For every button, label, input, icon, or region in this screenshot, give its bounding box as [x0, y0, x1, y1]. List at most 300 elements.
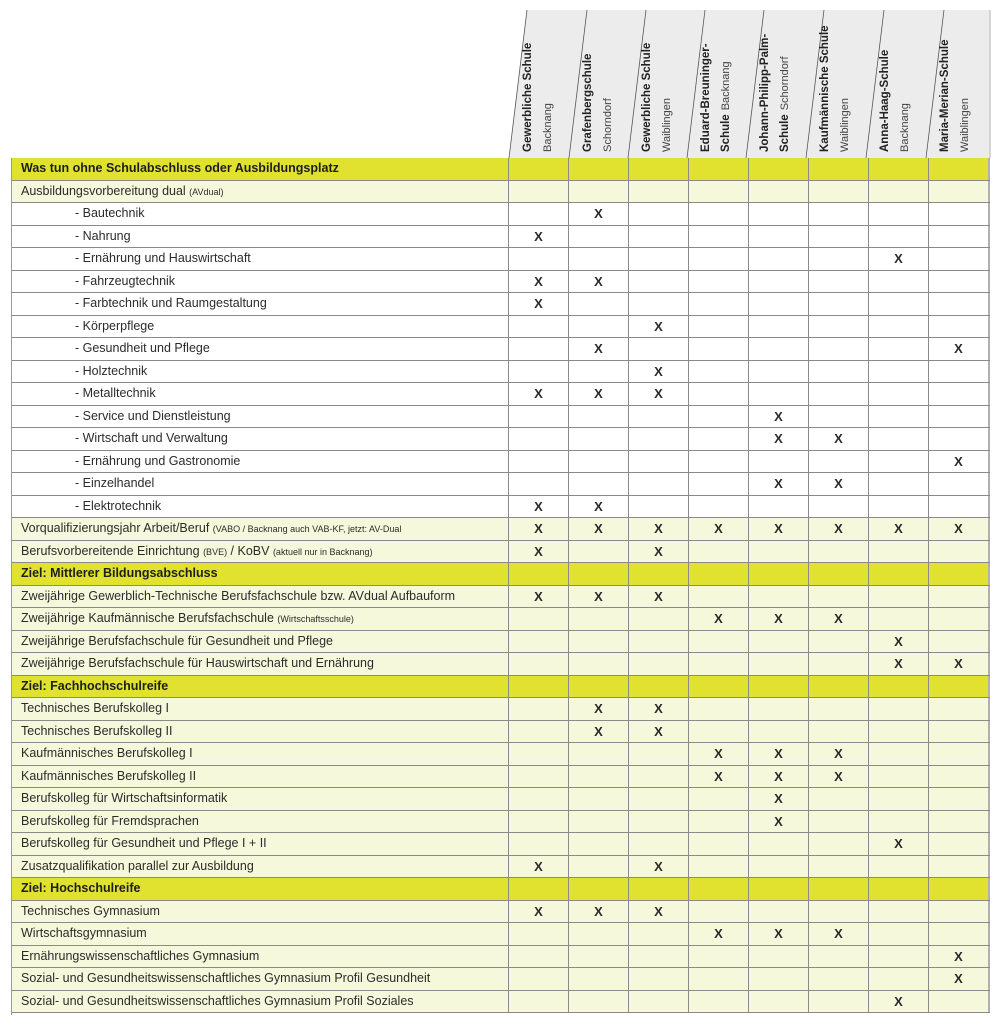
table-row	[11, 968, 990, 991]
table-row	[11, 541, 990, 564]
program-label	[11, 653, 509, 675]
offered-mark: X	[654, 588, 663, 604]
program-label	[11, 631, 509, 653]
availability-cell	[509, 271, 569, 293]
program-label	[11, 991, 509, 1013]
offered-mark: X	[774, 746, 783, 761]
table-row	[11, 406, 990, 429]
availability-cell	[869, 158, 929, 180]
table-row	[11, 226, 990, 249]
availability-cell	[509, 901, 569, 923]
program-label	[11, 248, 509, 270]
section-header-row	[11, 158, 990, 181]
availability-cell	[809, 473, 869, 495]
availability-cell	[689, 991, 749, 1013]
availability-cell	[509, 383, 569, 405]
offered-mark: X	[594, 341, 603, 356]
availability-cell	[629, 811, 689, 833]
availability-cell	[509, 631, 569, 653]
offered-mark: X	[774, 791, 783, 806]
availability-cell	[509, 428, 569, 450]
program-label	[11, 698, 509, 720]
program-text: - Wirtschaft und Verwaltung	[75, 431, 228, 445]
program-label	[11, 406, 509, 428]
availability-cell	[929, 226, 990, 248]
offered-mark: X	[714, 746, 723, 761]
availability-cell	[869, 946, 929, 968]
availability-cell	[509, 181, 569, 203]
section-title	[11, 563, 509, 585]
availability-cell	[749, 586, 809, 608]
program-text: Zweijährige Berufsfachschule für Hauswirtschaft und Ernährung	[21, 656, 374, 670]
school-name-continued: Schule	[779, 114, 791, 152]
availability-cell	[869, 428, 929, 450]
availability-cell	[509, 586, 569, 608]
availability-cell	[569, 901, 629, 923]
availability-cell	[929, 541, 990, 563]
availability-cell	[809, 338, 869, 360]
table-row	[11, 181, 990, 204]
offered-mark: X	[774, 476, 783, 491]
availability-cell	[509, 811, 569, 833]
availability-cell	[809, 676, 869, 698]
availability-cell	[689, 518, 749, 540]
availability-cell	[869, 226, 929, 248]
availability-cell	[629, 676, 689, 698]
offered-mark: X	[834, 431, 843, 446]
availability-cell	[689, 473, 749, 495]
availability-cell	[629, 248, 689, 270]
availability-cell	[569, 541, 629, 563]
offered-mark: X	[594, 588, 603, 604]
availability-cell	[749, 676, 809, 698]
availability-cell	[809, 361, 869, 383]
availability-cell	[809, 383, 869, 405]
availability-cell	[809, 923, 869, 945]
availability-cell	[509, 541, 569, 563]
availability-cell	[689, 496, 749, 518]
school-name: Anna-Haag-Schule	[879, 49, 891, 152]
availability-cell	[569, 743, 629, 765]
availability-cell	[629, 901, 689, 923]
availability-cell	[809, 428, 869, 450]
availability-cell	[749, 293, 809, 315]
availability-cell	[749, 968, 809, 990]
table-row	[11, 496, 990, 519]
program-note: (aktuell nur in Backnang)	[272, 546, 373, 557]
availability-cell	[689, 608, 749, 630]
program-text: Zusatzqualifikation parallel zur Ausbildung	[21, 858, 254, 873]
availability-cell	[509, 406, 569, 428]
table-row	[11, 338, 990, 361]
program-text: Zweijährige Berufsfachschule für Gesundheit und Pflege	[21, 633, 333, 648]
availability-cell	[809, 698, 869, 720]
availability-cell	[629, 293, 689, 315]
program-text: Berufskolleg für Fremdsprachen	[21, 813, 199, 828]
availability-cell	[629, 383, 689, 405]
availability-cell	[929, 743, 990, 765]
availability-cell	[929, 923, 990, 945]
availability-cell	[809, 968, 869, 990]
availability-cell	[509, 248, 569, 270]
availability-cell	[509, 743, 569, 765]
availability-cell	[749, 698, 809, 720]
availability-cell	[929, 451, 990, 473]
table-row	[11, 361, 990, 384]
table-row	[11, 833, 990, 856]
availability-cell	[689, 271, 749, 293]
availability-cell	[929, 968, 990, 990]
availability-cell	[809, 631, 869, 653]
availability-cell	[569, 608, 629, 630]
availability-cell	[509, 833, 569, 855]
offered-mark: X	[834, 768, 843, 784]
offered-mark: X	[534, 521, 543, 536]
availability-cell	[749, 878, 809, 900]
program-text: - Gesundheit und Pflege	[75, 341, 210, 355]
availability-cell	[689, 631, 749, 653]
program-text: Technisches Berufskolleg II	[21, 723, 173, 738]
availability-cell	[869, 473, 929, 495]
offered-mark: X	[654, 318, 663, 334]
availability-cell	[749, 856, 809, 878]
table-row	[11, 608, 990, 631]
school-name: Johann-Philipp-Palm-	[759, 33, 771, 152]
program-text: - Elektrotechnik	[75, 498, 162, 513]
program-label	[11, 496, 509, 518]
program-label	[11, 181, 509, 203]
availability-cell	[869, 901, 929, 923]
availability-cell	[869, 451, 929, 473]
availability-cell	[569, 271, 629, 293]
offered-mark: X	[774, 521, 783, 536]
availability-cell	[809, 608, 869, 630]
availability-cell	[809, 271, 869, 293]
offered-mark: X	[894, 251, 903, 266]
availability-cell	[749, 203, 809, 225]
availability-cell	[869, 361, 929, 383]
availability-cell	[689, 316, 749, 338]
availability-cell	[629, 856, 689, 878]
availability-cell	[809, 833, 869, 855]
availability-cell	[689, 563, 749, 585]
program-text: Berufskolleg für Gesundheit und Pflege I + II	[21, 836, 267, 850]
program-label	[11, 811, 509, 833]
availability-cell	[869, 923, 929, 945]
program-label	[11, 968, 509, 990]
table-row	[11, 203, 990, 226]
availability-cell	[509, 676, 569, 698]
program-text: Vorqualifizierungsjahr Arbeit/Beruf	[21, 521, 213, 535]
availability-cell	[749, 158, 809, 180]
availability-cell	[869, 586, 929, 608]
program-text: - Metalltechnik	[75, 386, 156, 400]
offered-mark: X	[594, 903, 603, 919]
program-label	[11, 901, 509, 923]
program-label	[11, 541, 509, 563]
offered-mark: X	[834, 476, 843, 491]
offered-mark: X	[534, 273, 543, 289]
program-text: Kaufmännisches Berufskolleg II	[21, 768, 197, 783]
availability-cell	[749, 901, 809, 923]
offered-mark: X	[774, 768, 783, 784]
availability-cell	[809, 496, 869, 518]
availability-cell	[929, 586, 990, 608]
availability-cell	[929, 181, 990, 203]
availability-cell	[509, 991, 569, 1013]
offered-mark: X	[654, 521, 663, 536]
availability-cell	[569, 631, 629, 653]
table-row	[11, 451, 990, 474]
availability-cell	[569, 473, 629, 495]
table-row	[11, 721, 990, 744]
offered-mark: X	[954, 521, 963, 536]
availability-cell	[509, 316, 569, 338]
availability-cell	[749, 338, 809, 360]
availability-cell	[929, 676, 990, 698]
offered-mark: X	[594, 386, 603, 401]
program-label	[11, 608, 509, 630]
availability-cell	[689, 968, 749, 990]
availability-cell	[869, 631, 929, 653]
availability-cell	[569, 698, 629, 720]
availability-cell	[869, 698, 929, 720]
table-row	[11, 923, 990, 946]
school-place: Schorndorf	[779, 56, 791, 111]
availability-cell	[689, 878, 749, 900]
availability-cell	[749, 226, 809, 248]
availability-cell	[569, 766, 629, 788]
availability-cell	[629, 698, 689, 720]
program-text: Ziel: Hochschulreife	[21, 881, 141, 895]
availability-cell	[569, 496, 629, 518]
availability-cell	[869, 991, 929, 1013]
table-row	[11, 473, 990, 496]
availability-cell	[689, 698, 749, 720]
availability-cell	[509, 878, 569, 900]
program-text: Ziel: Fachhochschulreife	[21, 678, 169, 693]
availability-cell	[749, 316, 809, 338]
availability-cell	[809, 293, 869, 315]
table-row	[11, 383, 990, 406]
availability-cell	[509, 968, 569, 990]
program-note: (BVE)	[203, 546, 228, 557]
availability-cell	[749, 248, 809, 270]
availability-cell	[869, 766, 929, 788]
program-text: - Service und Dienstleistung	[75, 408, 231, 423]
availability-cell	[509, 158, 569, 180]
program-label	[11, 451, 509, 473]
availability-cell	[509, 721, 569, 743]
program-label	[11, 271, 509, 293]
availability-cell	[509, 563, 569, 585]
availability-cell	[569, 361, 629, 383]
availability-cell	[929, 721, 990, 743]
availability-cell	[749, 518, 809, 540]
availability-cell	[689, 361, 749, 383]
program-text: Sozial- und Gesundheitswissenschaftliches Gymnasium Profil Gesundheit	[21, 971, 431, 985]
program-label	[11, 586, 509, 608]
program-text: - Holztechnik	[75, 363, 148, 378]
program-text: Wirtschaftsgymnasium	[21, 926, 147, 940]
availability-cell	[929, 946, 990, 968]
section-header-row	[11, 878, 990, 901]
availability-cell	[569, 811, 629, 833]
availability-cell	[869, 203, 929, 225]
availability-cell	[929, 248, 990, 270]
offered-mark: X	[894, 656, 903, 671]
availability-cell	[809, 788, 869, 810]
availability-cell	[749, 608, 809, 630]
availability-cell	[929, 788, 990, 810]
availability-cell	[869, 496, 929, 518]
offered-mark: X	[954, 341, 963, 356]
availability-cell	[689, 923, 749, 945]
availability-cell	[629, 541, 689, 563]
availability-cell	[629, 428, 689, 450]
availability-cell	[929, 698, 990, 720]
school-name: Gewerbliche Schule	[641, 42, 653, 152]
offered-mark: X	[534, 903, 543, 919]
availability-cell	[929, 271, 990, 293]
table-row	[11, 631, 990, 654]
availability-cell	[929, 383, 990, 405]
school-place: Backnang	[542, 103, 554, 152]
availability-cell	[929, 901, 990, 923]
availability-cell	[509, 698, 569, 720]
program-text: Kaufmännisches Berufskolleg I	[21, 746, 193, 760]
program-text: Sozial- und Gesundheitswissenschaftliches Gymnasium Profil Soziales	[21, 993, 414, 1008]
availability-cell	[569, 923, 629, 945]
availability-cell	[749, 406, 809, 428]
offered-mark: X	[534, 296, 543, 311]
availability-cell	[749, 833, 809, 855]
availability-cell	[929, 496, 990, 518]
availability-cell	[809, 316, 869, 338]
availability-cell	[929, 563, 990, 585]
availability-cell	[629, 563, 689, 585]
program-text: - Bautechnik	[75, 206, 145, 220]
availability-cell	[929, 428, 990, 450]
availability-cell	[629, 473, 689, 495]
availability-cell	[569, 968, 629, 990]
program-text: - Einzelhandel	[75, 476, 155, 490]
availability-cell	[509, 473, 569, 495]
program-table	[11, 158, 990, 1013]
school-place: Schorndorf	[602, 98, 614, 152]
availability-cell	[749, 428, 809, 450]
availability-cell	[689, 788, 749, 810]
availability-cell	[569, 383, 629, 405]
availability-cell	[749, 496, 809, 518]
availability-cell	[869, 181, 929, 203]
offered-mark: X	[954, 453, 963, 469]
availability-cell	[749, 946, 809, 968]
availability-cell	[869, 406, 929, 428]
school-name: Grafenbergschule	[582, 53, 594, 152]
school-name: Maria-Merian-Schule	[939, 39, 951, 152]
availability-cell	[749, 653, 809, 675]
availability-cell	[689, 676, 749, 698]
availability-cell	[809, 181, 869, 203]
availability-cell	[629, 203, 689, 225]
availability-cell	[929, 653, 990, 675]
table-row	[11, 518, 990, 541]
school-place: Waiblingen	[959, 97, 971, 152]
availability-cell	[629, 631, 689, 653]
offered-mark: X	[774, 813, 783, 829]
availability-cell	[689, 541, 749, 563]
offered-mark: X	[654, 386, 663, 401]
availability-cell	[749, 721, 809, 743]
offered-mark: X	[954, 656, 963, 671]
offered-mark: X	[654, 363, 663, 379]
program-text: / KoBV	[227, 543, 273, 558]
school-name-line2	[779, 56, 791, 152]
availability-cell	[929, 293, 990, 315]
availability-cell	[689, 383, 749, 405]
availability-cell	[629, 878, 689, 900]
section-title	[11, 158, 509, 180]
availability-cell	[869, 248, 929, 270]
program-label	[11, 923, 509, 945]
availability-cell	[749, 563, 809, 585]
program-label	[11, 788, 509, 810]
offered-mark: X	[654, 858, 663, 874]
availability-cell	[569, 248, 629, 270]
availability-cell	[629, 271, 689, 293]
availability-cell	[689, 181, 749, 203]
program-label	[11, 316, 509, 338]
availability-cell	[869, 788, 929, 810]
availability-cell	[629, 608, 689, 630]
availability-cell	[749, 631, 809, 653]
offered-mark: X	[654, 903, 663, 919]
program-label	[11, 946, 509, 968]
school-name: Gewerbliche Schule	[522, 42, 534, 152]
offered-mark: X	[654, 543, 663, 559]
table-row	[11, 653, 990, 676]
school-place: Waiblingen	[661, 97, 673, 152]
availability-cell	[689, 248, 749, 270]
offered-mark: X	[894, 836, 903, 851]
availability-cell	[629, 946, 689, 968]
availability-cell	[869, 271, 929, 293]
availability-cell	[569, 856, 629, 878]
availability-cell	[869, 743, 929, 765]
availability-cell	[509, 608, 569, 630]
availability-cell	[629, 518, 689, 540]
offered-mark: X	[534, 228, 543, 244]
availability-cell	[869, 518, 929, 540]
availability-cell	[929, 316, 990, 338]
availability-cell	[569, 563, 629, 585]
availability-cell	[809, 856, 869, 878]
availability-cell	[509, 518, 569, 540]
availability-cell	[689, 158, 749, 180]
availability-cell	[509, 653, 569, 675]
program-text: Technisches Gymnasium	[21, 903, 160, 918]
availability-cell	[629, 743, 689, 765]
offered-mark: X	[774, 431, 783, 446]
program-label	[11, 226, 509, 248]
availability-cell	[869, 383, 929, 405]
availability-cell	[509, 856, 569, 878]
offered-mark: X	[954, 971, 963, 986]
program-label	[11, 856, 509, 878]
availability-cell	[929, 473, 990, 495]
availability-cell	[749, 451, 809, 473]
